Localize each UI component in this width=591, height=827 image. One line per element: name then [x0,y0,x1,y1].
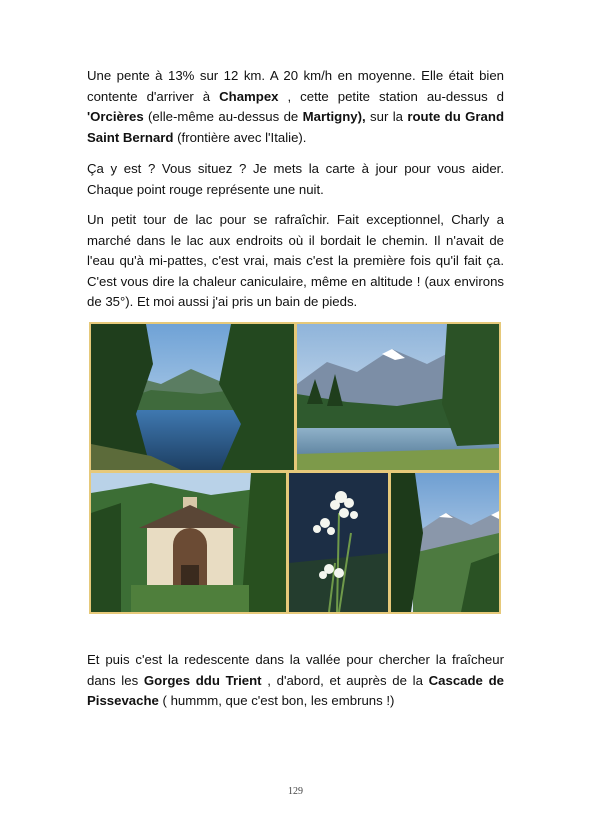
text: ( hummm, que c'est bon, les embruns !) [158,693,395,708]
text: , d'abord, et auprès de la [261,672,429,688]
photo-lake-with-trees [91,324,294,470]
text: (frontière avec l'Italie). [173,129,307,145]
page-number: 129 [288,786,303,797]
photo-collage [89,322,501,614]
text: (elle-même au-dessus de [143,109,303,124]
paragraph-gorges-trient [87,650,504,712]
bold-route-grand-saint-bernard: route du Grand Saint Bernard [87,109,504,145]
bold-place-champex: Champex [219,88,279,104]
bold-place-gorges-trient: Gorges ddu Trient [143,672,262,688]
photo-lake-snowy-mountains [297,324,499,470]
text: , cette petite station au-dessus d [278,88,504,104]
paragraph-lake-walk: Un petit tour de lac pour se rafraîchir. Fait exceptionnel, Charly a marché dans le lac aux endroits où il bordait le chemin. Il n'avait de l'eau qu'à mi-pattes, c'est vrai, mais c'est la première fois qu'il fait ça. C'est vous dire la chaleur caniculaire, même en altitude ! (aux environs de 35°). Et moi aussi j'ai pris un bain de pieds. [87,212,504,309]
paragraph-map: Ça y est ? Vous situez ? Je mets la carte à jour pour vous aider. Chaque point rouge représente une nuit. [87,161,504,197]
text: sur la [365,109,408,124]
photo-white-flowers [289,473,388,612]
bold-place-orcieres: 'Orcières [87,109,144,124]
text: Et puis c'est la redescente dans la vallée pour chercher la fraîcheur dans les [87,652,504,688]
bold-place-martigny: Martigny), [302,109,366,124]
paragraph-champex [87,66,504,148]
text: Une pente à 13% sur 12 km. A 20 km/h en moyenne. Elle était bien contente d'arriver à [87,68,504,104]
photo-valley-mountains [391,473,499,612]
bold-place-cascade-pissevache: Cascade de Pissevache [87,672,504,708]
photo-chapel [91,473,286,612]
